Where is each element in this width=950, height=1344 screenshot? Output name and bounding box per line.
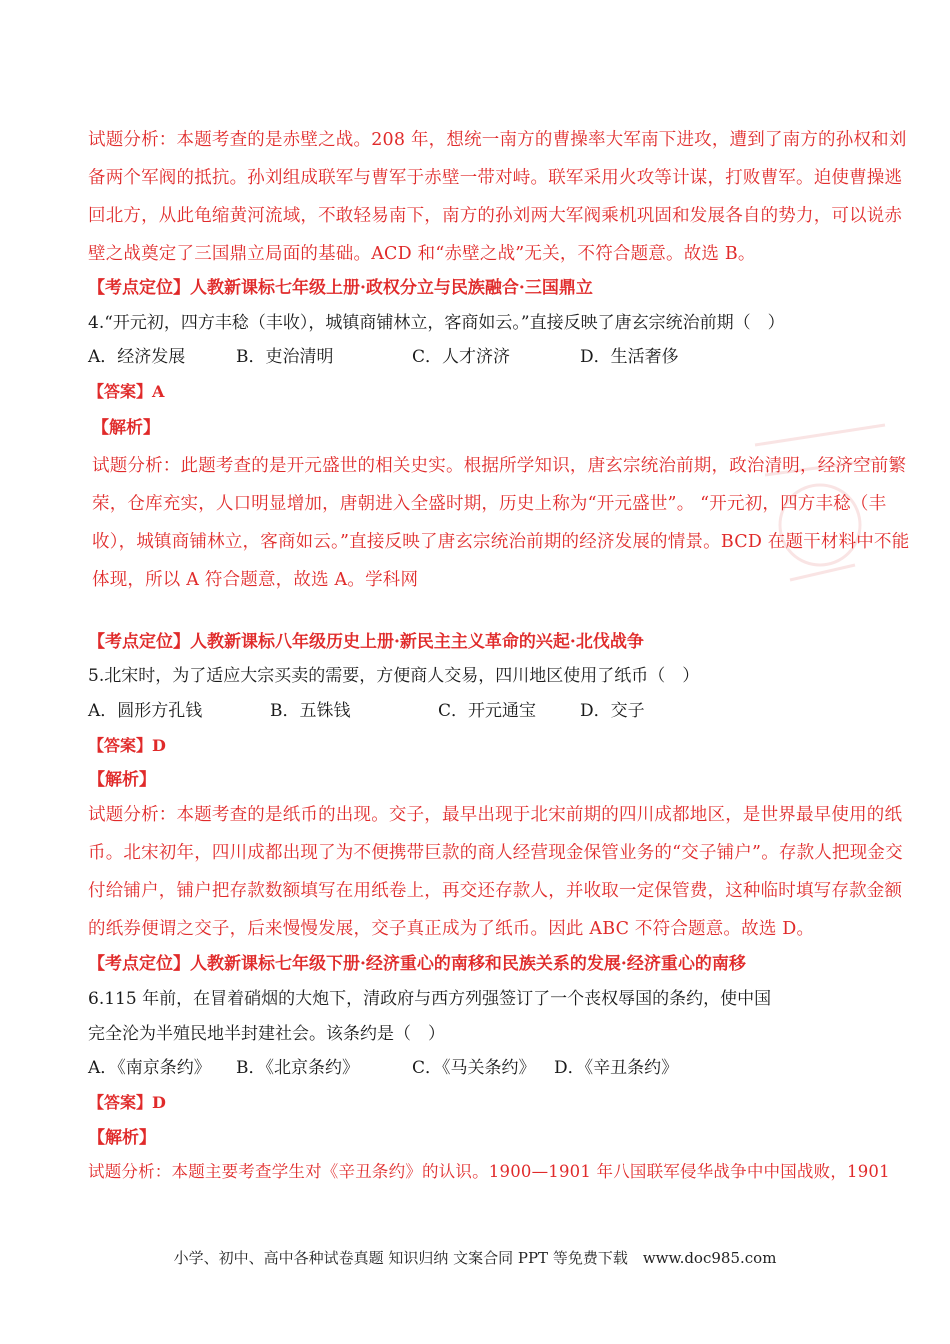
q5-option-c: C．开元通宝 bbox=[438, 701, 537, 721]
q3-kaodian: 【考点定位】人教新课标七年级上册·政权分立与民族融合·三国鼎立 bbox=[88, 278, 593, 298]
q5-kaodian: 【考点定位】人教新课标七年级下册·经济重心的南移和民族关系的发展·经济重心的南移 bbox=[88, 954, 746, 974]
q4-option-d: D．生活奢侈 bbox=[580, 347, 679, 367]
q5-option-b: B．五铢钱 bbox=[270, 701, 351, 721]
q4-kaodian: 【考点定位】人教新课标八年级历史上册·新民主主义革命的兴起·北伐战争 bbox=[88, 632, 644, 652]
q5-question: 5.北宋时，为了适应大宗买卖的需要，方便商人交易，四川地区使用了纸币（ ） bbox=[88, 666, 700, 686]
q6-option-d: D．《辛丑条约》 bbox=[554, 1058, 679, 1078]
q6-question-line: 完全沦为半殖民地半封建社会。该条约是（ ） bbox=[88, 1024, 445, 1044]
page-footer: 小学、初中、高中各种试卷真题 知识归纳 文案合同 PPT 等免费下载 www.doc985.com bbox=[173, 1249, 777, 1267]
q6-question-line: 6.115 年前，在冒着硝烟的大炮下，清政府与西方列强签订了一个丧权辱国的条约，使中国 bbox=[88, 989, 772, 1009]
q4-analysis-line: 试题分析：此题考查的是开元盛世的相关史实。根据所学知识，唐玄宗统治前期，政治清明，经济空前繁 bbox=[92, 456, 907, 476]
q5-option-a: A．圆形方孔钱 bbox=[88, 701, 203, 721]
q6-option-b: B．《北京条约》 bbox=[236, 1058, 359, 1078]
q6-analysis-line: 试题分析：本题主要考查学生对《辛丑条约》的认识。1900—1901 年八国联军侵华战争中中国战败，1901 bbox=[88, 1162, 890, 1181]
q5-analysis-line: 的纸券便谓之交子，后来慢慢发展，交子真正成为了纸币。因此 ABC 不符合题意。故选 D。 bbox=[88, 919, 815, 939]
q6-jiexi-label: 【解析】 bbox=[88, 1128, 156, 1148]
watermark-logo-icon bbox=[735, 405, 905, 595]
q6-option-c: C．《马关条约》 bbox=[412, 1058, 536, 1078]
q5-analysis-line: 付给铺户，铺户把存款数额填写在用纸卷上，再交还存款人，并收取一定保管费，这种临时填写存款金额 bbox=[88, 881, 903, 901]
q4-analysis-line: 荣，仓库充实，人口明显增加，唐朝进入全盛时期，历史上称为“开元盛世”。 “开元初，四方丰稔（丰 bbox=[92, 494, 887, 514]
q3-analysis-line: 试题分析：本题考查的是赤壁之战。208 年，想统一南方的曹操率大军南下进攻，遭到了南方的孙权和刘 bbox=[88, 130, 907, 150]
q5-answer: 【答案】D bbox=[88, 736, 166, 755]
q4-option-a: A．经济发展 bbox=[88, 347, 186, 367]
q3-analysis-line: 壁之战奠定了三国鼎立局面的基础。ACD 和“赤壁之战”无关，不符合题意。故选 B。 bbox=[88, 244, 756, 264]
q3-analysis-line: 备两个军阀的抵抗。孙刘组成联军与曹军于赤壁一带对峙。联军采用火攻等计谋，打败曹军。迫使曹操逃 bbox=[88, 168, 903, 188]
q6-answer: 【答案】D bbox=[88, 1093, 166, 1112]
q5-jiexi-label: 【解析】 bbox=[88, 770, 156, 790]
q5-option-d: D．交子 bbox=[580, 701, 645, 721]
q4-analysis-line: 体现，所以 A 符合题意，故选 A。学科网 bbox=[92, 570, 419, 590]
q4-jiexi-label: 【解析】 bbox=[92, 418, 160, 438]
q3-analysis-line: 回北方，从此龟缩黄河流域，不敢轻易南下，南方的孙刘两大军阀乘机巩固和发展各自的势力，可以说赤 bbox=[88, 206, 903, 226]
q5-analysis-line: 币。北宋初年，四川成都出现了为不便携带巨款的商人经营现金保管业务的“交子铺户”。存款人把现金交 bbox=[88, 843, 903, 863]
q4-option-b: B．吏治清明 bbox=[236, 347, 334, 367]
q4-option-c: C．人才济济 bbox=[412, 347, 511, 367]
q6-option-a: A．《南京条约》 bbox=[88, 1058, 211, 1078]
q4-question: 4.“开元初，四方丰稔（丰收），城镇商铺林立，客商如云。”直接反映了唐玄宗统治前期（ ） bbox=[88, 313, 785, 333]
q4-answer: 【答案】A bbox=[88, 382, 165, 401]
q4-analysis-line: 收），城镇商铺林立，客商如云。”直接反映了唐玄宗统治前期的经济发展的情景。BCD 在题干材料中不能 bbox=[92, 532, 910, 552]
q5-analysis-line: 试题分析：本题考查的是纸币的出现。交子，最早出现于北宋前期的四川成都地区，是世界最早使用的纸 bbox=[88, 805, 903, 825]
